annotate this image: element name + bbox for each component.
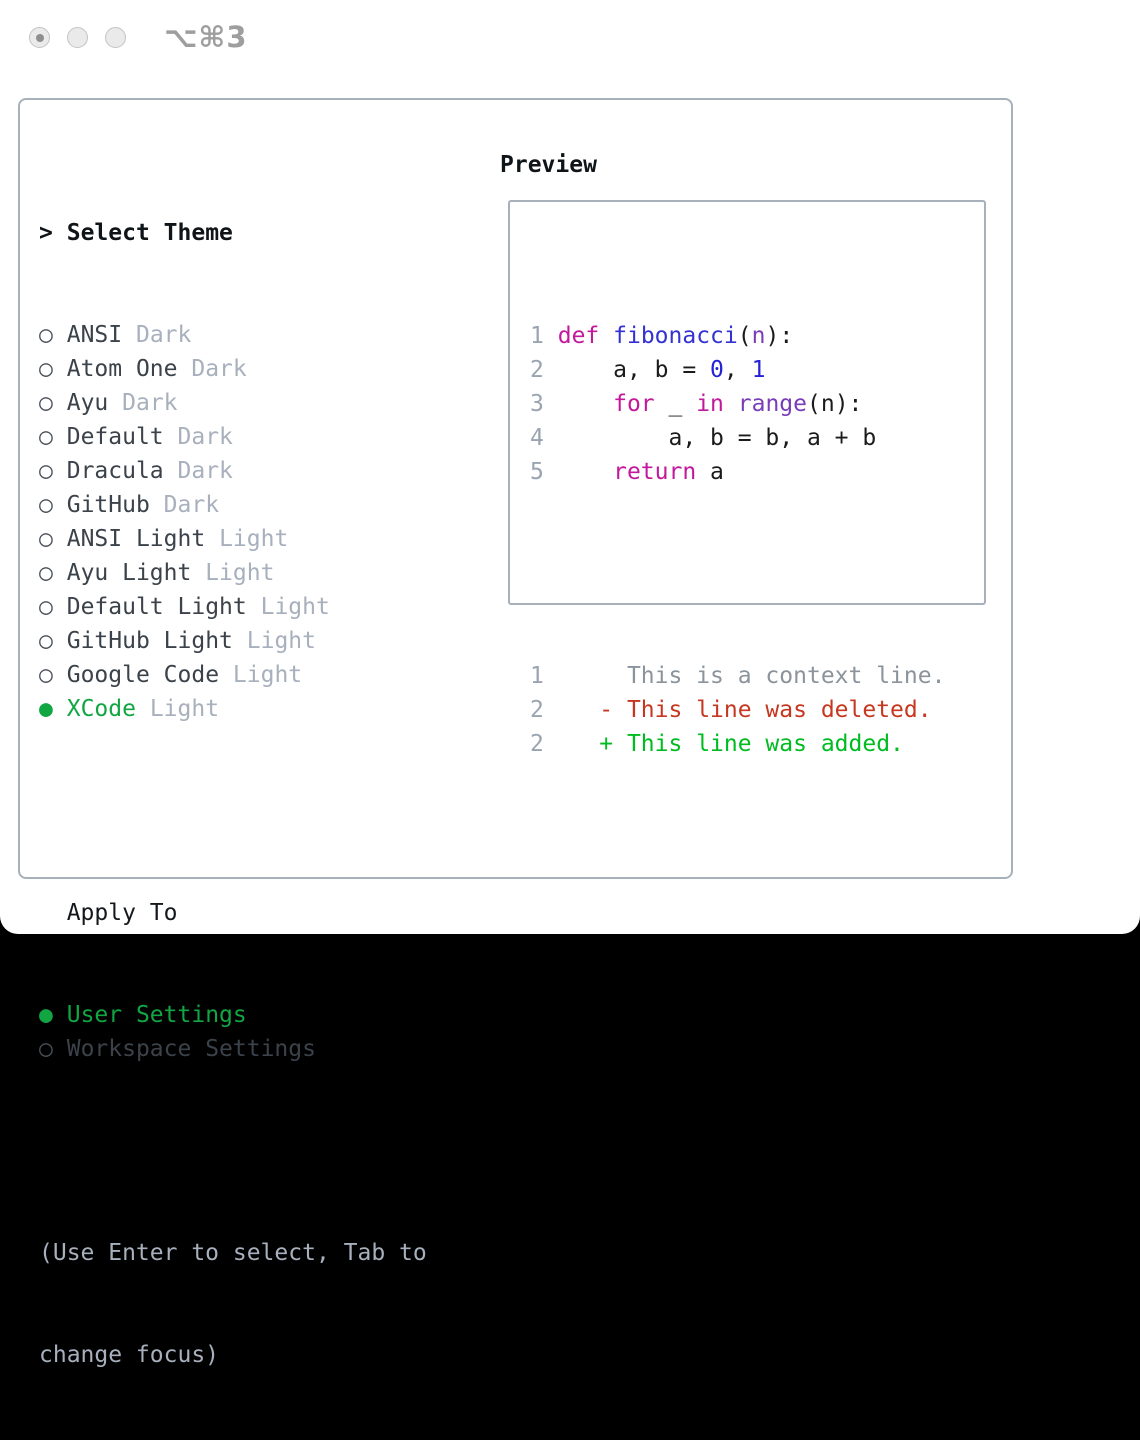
code-segment: a, b = — [557, 357, 711, 383]
code-segment: ): — [765, 323, 794, 349]
theme-option[interactable] — [39, 386, 427, 420]
code-segment: 1 — [751, 357, 766, 383]
theme-option[interactable] — [39, 692, 427, 726]
code-preview — [530, 251, 945, 829]
theme-picker-panel — [18, 98, 1013, 1368]
option-label: Default Light — [66, 594, 247, 620]
keyboard-shortcut-label: ⌥⌘3 — [164, 20, 248, 54]
variant-label: Dark — [122, 390, 178, 416]
theme-option[interactable] — [39, 624, 427, 658]
gap — [219, 662, 233, 688]
gap — [544, 425, 558, 451]
gap — [233, 628, 247, 654]
variant-label: Dark — [177, 424, 233, 450]
code-line — [530, 421, 945, 455]
code-segment: + This line was added. — [557, 731, 904, 757]
theme-picker-left-column — [39, 148, 427, 1440]
gap — [53, 424, 67, 450]
line-number: 4 — [530, 425, 544, 451]
code-segment — [724, 391, 738, 417]
radio-off-icon: ○ — [39, 560, 53, 586]
gap — [164, 458, 178, 484]
gap — [53, 458, 67, 484]
code-line — [530, 455, 945, 489]
theme-option[interactable] — [39, 352, 427, 386]
gap — [53, 662, 67, 688]
option-label: Ayu — [66, 390, 109, 416]
gap — [53, 356, 67, 382]
gap — [53, 594, 67, 620]
gap — [53, 696, 67, 722]
gap — [544, 357, 558, 383]
option-label: Dracula — [66, 458, 164, 484]
gap — [53, 628, 67, 654]
apply-to-option[interactable] — [39, 998, 427, 1032]
gap — [122, 322, 136, 348]
apply-to-options-list — [39, 998, 427, 1066]
radio-off-icon: ○ — [39, 390, 53, 416]
option-label: User Settings — [66, 1002, 247, 1028]
diff-lines — [530, 659, 945, 761]
diff-line — [530, 693, 945, 727]
traffic-light-minimize-icon[interactable] — [67, 27, 88, 48]
variant-label: Dark — [163, 492, 220, 518]
variant-label: Light — [260, 594, 330, 620]
code-segment: This is a context line. — [557, 663, 946, 689]
radio-off-icon: ○ — [39, 356, 53, 382]
option-label: GitHub Light — [66, 628, 233, 654]
theme-options-list — [39, 318, 427, 726]
code-line — [530, 387, 945, 421]
cursor-icon: > — [39, 220, 53, 246]
code-segment — [558, 459, 613, 485]
gap — [544, 731, 558, 757]
code-line — [530, 353, 945, 387]
gap — [53, 390, 67, 416]
code-segment: in — [696, 391, 724, 417]
gap — [53, 1036, 67, 1062]
variant-label: Dark — [191, 356, 247, 382]
code-segment: 0 — [710, 357, 724, 383]
option-label: Atom One — [66, 356, 178, 382]
line-number: 1 — [530, 663, 544, 689]
code-segment: _ — [654, 391, 697, 417]
gap — [205, 526, 219, 552]
radio-on-icon: ● — [39, 1002, 53, 1028]
code-segment: return — [613, 459, 697, 485]
radio-off-icon: ○ — [39, 594, 53, 620]
line-number: 2 — [530, 731, 544, 757]
variant-label: Light — [205, 560, 275, 586]
traffic-lights — [29, 27, 126, 48]
spacer — [39, 1134, 427, 1168]
radio-off-icon: ○ — [39, 662, 53, 688]
select-theme-header — [39, 216, 427, 250]
option-label: GitHub — [66, 492, 150, 518]
select-theme-header-label: Select Theme — [66, 220, 233, 246]
spacer — [530, 557, 945, 591]
variant-label: Light — [219, 526, 289, 552]
variant-label: Light — [232, 662, 303, 688]
code-segment: , — [723, 357, 752, 383]
code-segment — [599, 323, 613, 349]
theme-option[interactable] — [39, 420, 427, 454]
line-number: 2 — [530, 697, 544, 723]
hint-text-line-2: change focus) — [39, 1342, 220, 1368]
gap — [247, 594, 261, 620]
gap — [164, 424, 178, 450]
line-number: 1 — [530, 323, 544, 349]
variant-label: Dark — [177, 458, 233, 484]
theme-option[interactable] — [39, 556, 427, 590]
radio-off-icon: ○ — [39, 492, 53, 518]
variant-label: Light — [246, 628, 316, 654]
radio-off-icon: ○ — [39, 628, 53, 654]
option-label: ANSI — [66, 322, 123, 348]
radio-off-icon: ○ — [39, 322, 53, 348]
titlebar — [0, 0, 1140, 76]
option-label: Google Code — [66, 662, 220, 688]
code-segment: a — [696, 459, 724, 485]
option-label: XCode — [66, 696, 136, 722]
gap — [544, 663, 558, 689]
line-number: 2 — [530, 357, 544, 383]
gap — [150, 492, 164, 518]
option-label: Workspace Settings — [66, 1036, 316, 1062]
line-number: 3 — [530, 391, 544, 417]
code-segment: for — [613, 391, 655, 417]
gap — [53, 1002, 67, 1028]
code-segment: n — [751, 323, 766, 349]
gap — [544, 323, 558, 349]
diff-line — [530, 659, 945, 693]
theme-option[interactable] — [39, 590, 427, 624]
radio-off-icon: ○ — [39, 458, 53, 484]
traffic-light-close-icon[interactable] — [29, 27, 50, 48]
gap — [53, 322, 67, 348]
radio-off-icon: ○ — [39, 424, 53, 450]
line-number: 5 — [530, 459, 544, 485]
option-label: ANSI Light — [66, 526, 206, 552]
preview-header: Preview — [500, 152, 597, 178]
code-segment: - This line was deleted. — [557, 697, 932, 723]
radio-off-icon: ○ — [39, 1036, 53, 1062]
variant-label: Light — [149, 696, 220, 722]
theme-option[interactable] — [39, 488, 427, 522]
preview-box — [508, 200, 986, 757]
gap — [544, 391, 558, 417]
gap — [136, 696, 150, 722]
gap — [53, 492, 67, 518]
apply-to-header: Apply To — [66, 900, 178, 926]
code-lines — [530, 319, 945, 489]
apply-to-option[interactable] — [39, 1032, 427, 1066]
theme-option[interactable] — [39, 522, 427, 556]
radio-off-icon: ○ — [39, 526, 53, 552]
theme-option[interactable] — [39, 454, 427, 488]
theme-option[interactable] — [39, 318, 427, 352]
code-segment: fibonacci — [613, 323, 738, 349]
code-segment: range — [737, 391, 808, 417]
variant-label: Dark — [135, 322, 192, 348]
traffic-light-zoom-icon[interactable] — [105, 27, 126, 48]
gap — [53, 560, 67, 586]
option-label: Ayu Light — [66, 560, 192, 586]
diff-line — [530, 727, 945, 761]
code-segment: ( — [737, 323, 752, 349]
gap — [544, 459, 558, 485]
code-segment: (n): — [807, 391, 863, 417]
code-line — [530, 319, 945, 353]
radio-on-icon: ● — [39, 696, 53, 722]
option-label: Default — [66, 424, 164, 450]
code-segment — [558, 391, 613, 417]
gap — [178, 356, 192, 382]
code-segment: def — [557, 323, 600, 349]
hint-text-line-1: (Use Enter to select, Tab to — [39, 1240, 427, 1266]
gap — [53, 526, 67, 552]
spacer — [39, 794, 427, 828]
theme-option[interactable] — [39, 658, 427, 692]
code-segment: a, b = b, a + b — [557, 425, 877, 451]
gap — [108, 390, 122, 416]
gap — [191, 560, 205, 586]
gap — [544, 697, 558, 723]
